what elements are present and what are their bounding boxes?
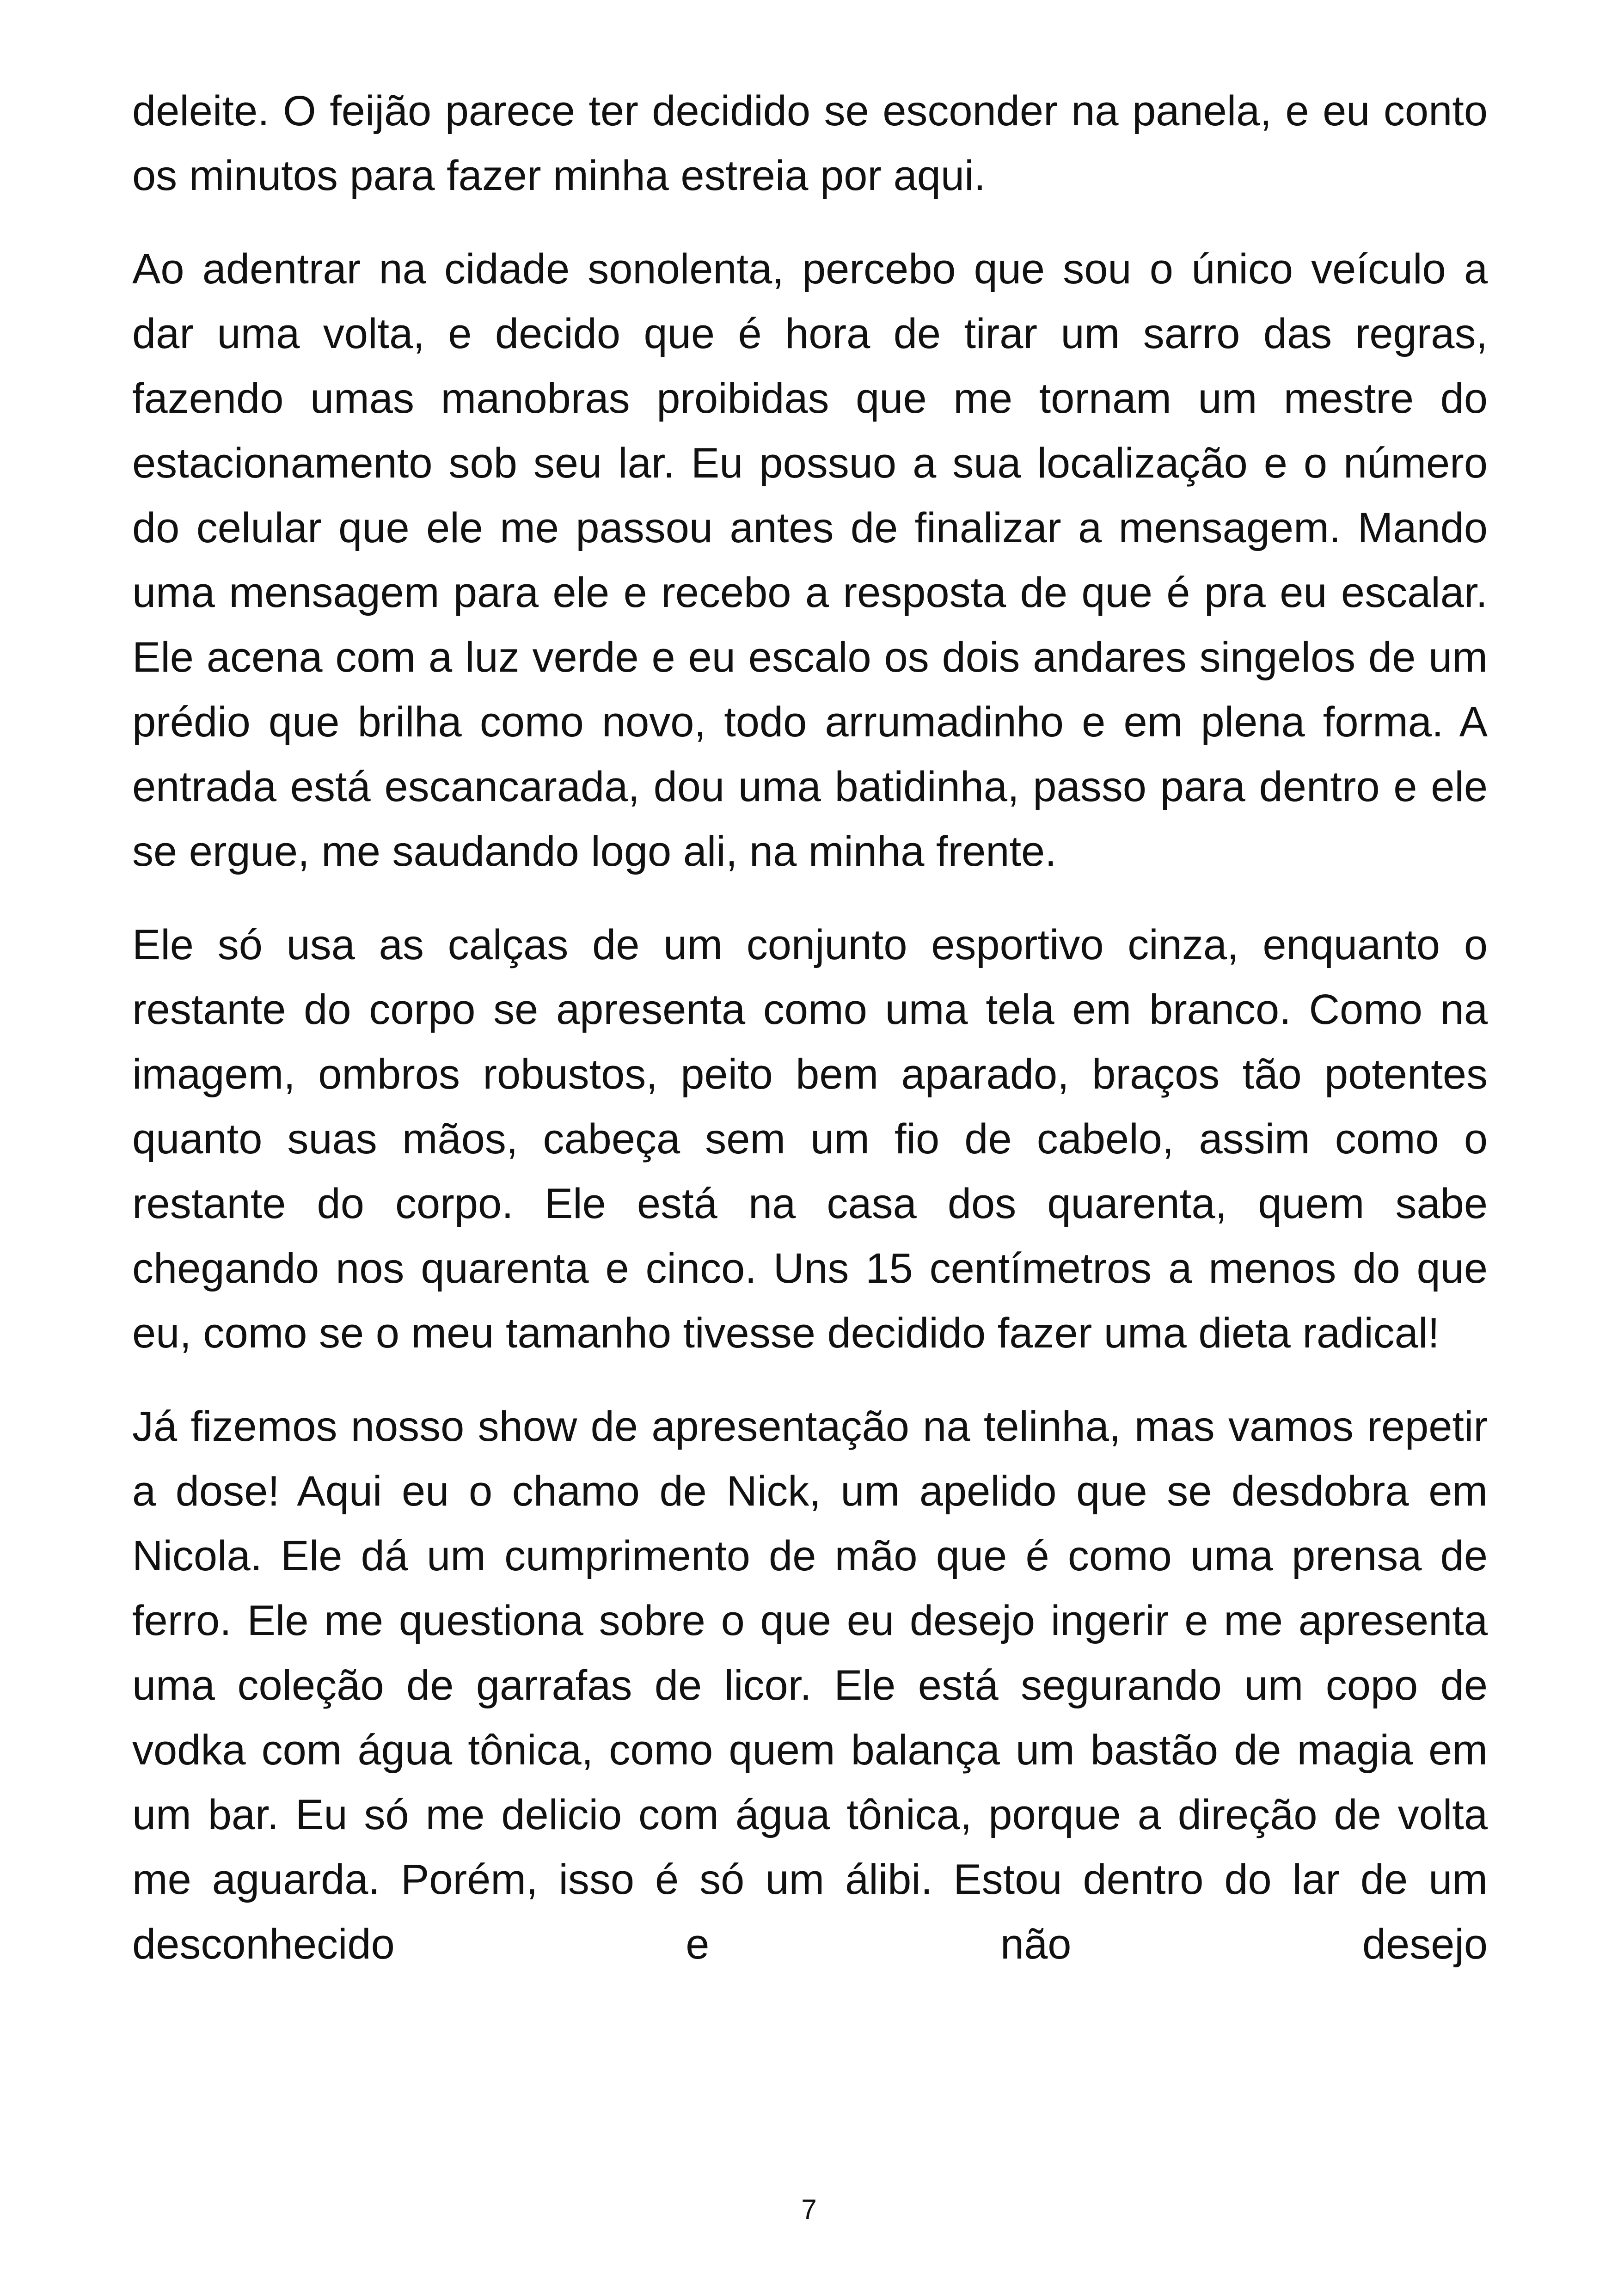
paragraph: Ao adentrar na cidade sonolenta, percebo que sou o único veículo a dar uma volta, e decido que é hora de tirar um sarro das regras, fazendo umas manobras proibidas que me tornam um mestre do estacionamento sob seu lar. Eu possuo a sua localização e o número do celular que ele me passou antes de finalizar a mensagem. Mando uma mensagem para ele e recebo a resposta de que é pra eu escalar. Ele acena com a luz verde e eu escalo os dois andares singelos de um prédio que brilha como novo, todo arrumadinho e em plena forma. A entrada está escancarada, dou uma batidinha, passo para dentro e ele se ergue, me saudando logo ali, na minha frente. [132,245,1488,875]
paragraph: deleite. O feijão parece ter decidido se esconder na panela, e eu conto os minutos para fazer minha estreia por aqui. [132,87,1488,199]
paragraph: Já fizemos nosso show de apresentação na telinha, mas vamos repetir a dose! Aqui eu o chamo de Nick, um apelido que se desdobra em Nicola. Ele dá um cumprimento de mão que é como uma prensa de ferro. Ele me questiona sobre o que eu desejo ingerir e me apresenta uma coleção de garrafas de licor. Ele está segurando um copo de vodka com água tônica, como quem balança um bastão de magia em um bar. Eu só me delicio com água tônica, porque a direção de volta me aguarda. Porém, isso é só um álibi. Estou dentro do lar de um desconhecido e não desejo [132,1403,1488,1968]
body-text [132,79,1488,2005]
paragraph: Ele só usa as calças de um conjunto esportivo cinza, enquanto o restante do corpo se apresenta como uma tela em branco. Como na imagem, ombros robustos, peito bem aparado, braços tão potentes quanto suas mãos, cabeça sem um fio de cabelo, assim como o restante do corpo. Ele está na casa dos quarenta, quem sabe chegando nos quarenta e cinco. Uns 15 centímetros a menos do que eu, como se o meu tamanho tivesse decidido fazer uma dieta radical! [132,921,1488,1357]
page-number: 7 [801,2194,817,2225]
